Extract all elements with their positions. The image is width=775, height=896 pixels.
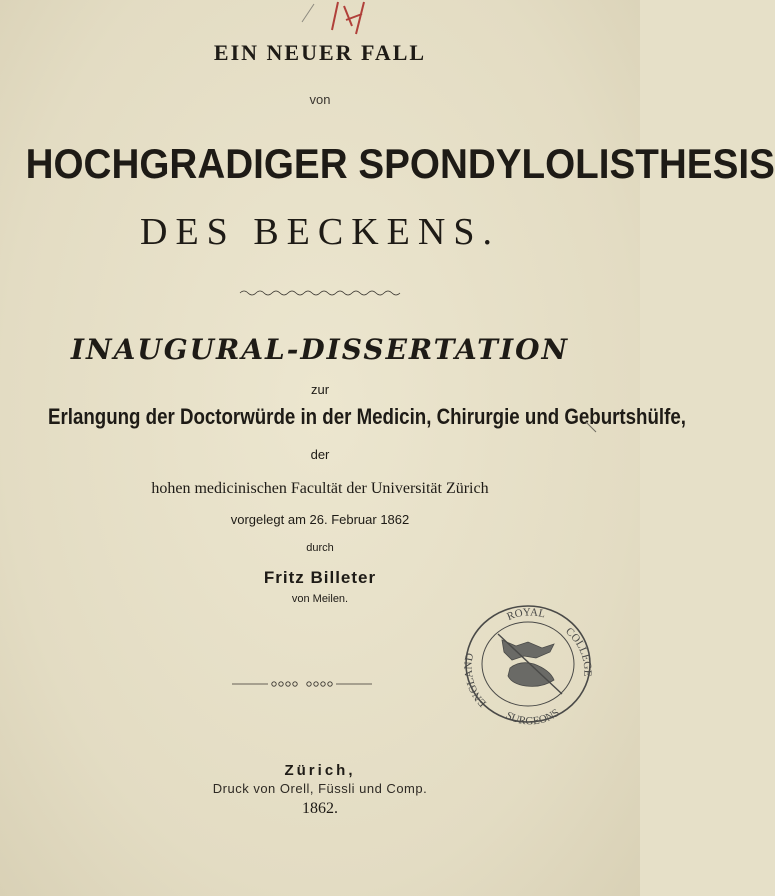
main-title: HOCHGRADIGER SPONDYLOLISTHESIS xyxy=(25,140,775,187)
stamp-right-text: COLLEGE xyxy=(563,625,594,677)
imprint-printer: Druck von Orell, Füssli und Comp. xyxy=(212,781,428,796)
von-label: von xyxy=(309,92,331,107)
library-stamp-icon xyxy=(458,600,598,730)
stamp-left-text: ENGLAND xyxy=(462,652,489,710)
imprint-year: 1862. xyxy=(302,800,338,817)
faculty-line: hohen medicinischen Facultät der Universität Zürich xyxy=(151,480,489,497)
stamp-bottom-text: SURGEONS xyxy=(503,706,562,728)
presented-line: vorgelegt am 26. Februar 1862 xyxy=(230,512,410,527)
imprint-city: Zürich, xyxy=(284,762,356,779)
degree-line: Erlangung der Doctorwürde in der Medicin, Chirurgie und Geburtshülfe, xyxy=(48,404,686,429)
dissertation-heading: INAUGURAL-DISSERTATION xyxy=(70,333,570,366)
zur-label: zur xyxy=(310,382,330,397)
rule-ornament xyxy=(232,678,372,690)
author-origin: von Meilen. xyxy=(291,593,349,605)
durch-label: durch xyxy=(306,542,334,554)
author-name: Fritz Billeter xyxy=(263,568,377,587)
stray-mark xyxy=(584,420,598,434)
kicker-title: EIN NEUER FALL xyxy=(213,40,427,65)
der-label: der xyxy=(310,447,330,462)
stamp-top-text: ROYAL xyxy=(505,606,547,624)
wavy-rule xyxy=(240,288,400,298)
pencil-annotation xyxy=(300,0,420,40)
subtitle: DES BECKENS. xyxy=(140,211,500,253)
